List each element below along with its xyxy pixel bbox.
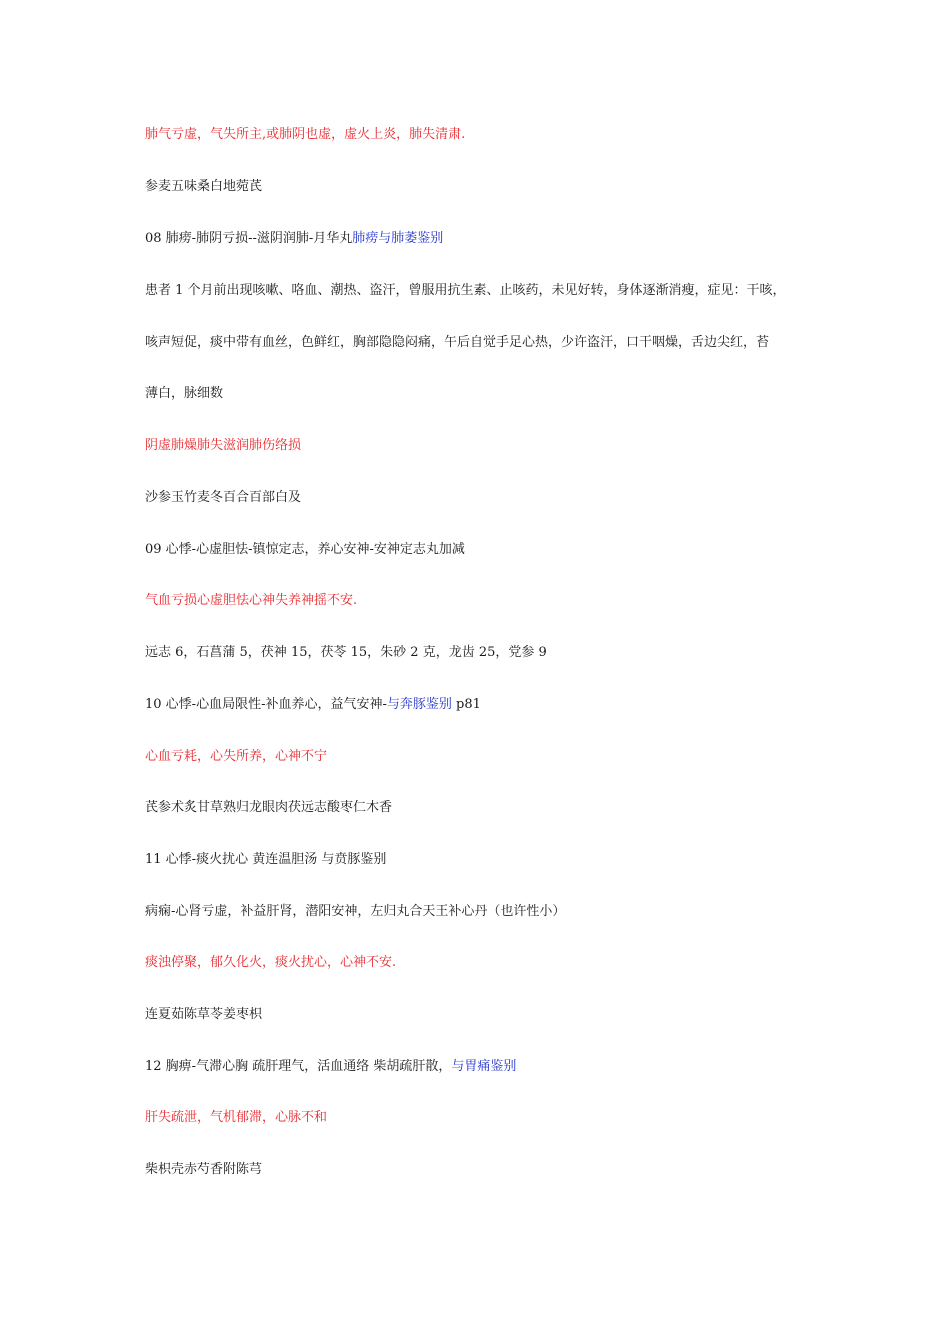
text-segment: 08 肺痨-肺阴亏损--滋阴润肺-月华丸	[145, 231, 353, 246]
text-line	[145, 1057, 825, 1077]
text-segment-highlight: 肺痨与肺萎鉴别	[352, 231, 444, 246]
text-line	[145, 850, 825, 870]
text-segment: 肝失疏泄，气机郁滞，心脉不和	[145, 1110, 328, 1125]
text-segment: 11 心悸-痰火扰心 黄连温胆汤 与贲豚鉴别	[145, 852, 387, 867]
text-segment: 柴枳壳赤芍香附陈芎	[145, 1162, 263, 1177]
text-line	[145, 902, 825, 922]
text-line	[145, 953, 825, 973]
text-line	[145, 1005, 825, 1025]
text-line	[145, 333, 825, 353]
text-line	[145, 1108, 825, 1128]
text-segment: 气血亏损心虚胆怯心神失养神摇不安.	[145, 593, 358, 608]
text-line	[145, 1160, 825, 1180]
text-segment: 09 心悸-心虚胆怯-镇惊定志，养心安神-安神定志丸加减	[145, 542, 465, 557]
text-line	[145, 540, 825, 560]
text-line	[145, 436, 825, 456]
text-segment-highlight: 与胃痛鉴别	[451, 1059, 517, 1074]
text-segment: 沙参玉竹麦冬百合百部白及	[145, 490, 302, 505]
text-line	[145, 591, 825, 611]
text-segment: 远志 6，石菖蒲 5，茯神 15，茯苓 15，朱砂 2 克，龙齿 25，党参 9	[145, 645, 547, 660]
text-segment: 10 心悸-心血局限性-补血养心，益气安神-	[145, 697, 387, 712]
text-segment-highlight: 与奔豚鉴别	[386, 697, 452, 712]
text-segment: p81	[451, 697, 481, 712]
text-segment: 12 胸痹-气滞心胸 疏肝理气，活血通络 柴胡疏肝散，	[145, 1059, 452, 1074]
text-line	[145, 695, 825, 715]
text-line	[145, 643, 825, 663]
text-segment: 咳声短促，痰中带有血丝，色鲜红，胸部隐隐闷痛，午后自觉手足心热，少许盗汗，口干咽燥，舌边尖红，苔	[145, 335, 770, 350]
text-segment: 病痫-心肾亏虚，补益肝肾，潜阳安神，左归丸合天王补心丹（也许性小）	[145, 904, 566, 919]
text-line	[145, 229, 825, 249]
text-line	[145, 384, 825, 404]
text-segment: 连夏茹陈草苓姜枣枳	[145, 1007, 263, 1022]
text-line	[145, 798, 825, 818]
text-line	[145, 177, 825, 197]
text-segment: 心血亏耗，心失所养，心神不宁	[145, 749, 328, 764]
text-line	[145, 125, 825, 145]
text-segment: 薄白，脉细数	[145, 386, 224, 401]
text-segment: 肺气亏虚，气失所主,或肺阴也虚，虚火上炎，肺失清肃.	[145, 127, 466, 142]
text-segment: 痰浊停聚，郁久化火，痰火扰心，心神不安.	[145, 955, 397, 970]
text-segment: 芪参术炙甘草熟归龙眼肉茯远志酸枣仁木香	[145, 800, 393, 815]
text-segment: 患者 1 个月前出现咳嗽、咯血、潮热、盗汗，曾服用抗生素、止咳药，未见好转，身体逐渐消瘦，症见：干咳，	[145, 283, 786, 298]
text-line	[145, 281, 825, 301]
text-segment: 阴虚肺燥肺失滋润肺伤络损	[145, 438, 302, 453]
text-line	[145, 747, 825, 767]
text-segment: 参麦五味桑白地菀芪	[145, 179, 263, 194]
text-line	[145, 488, 825, 508]
